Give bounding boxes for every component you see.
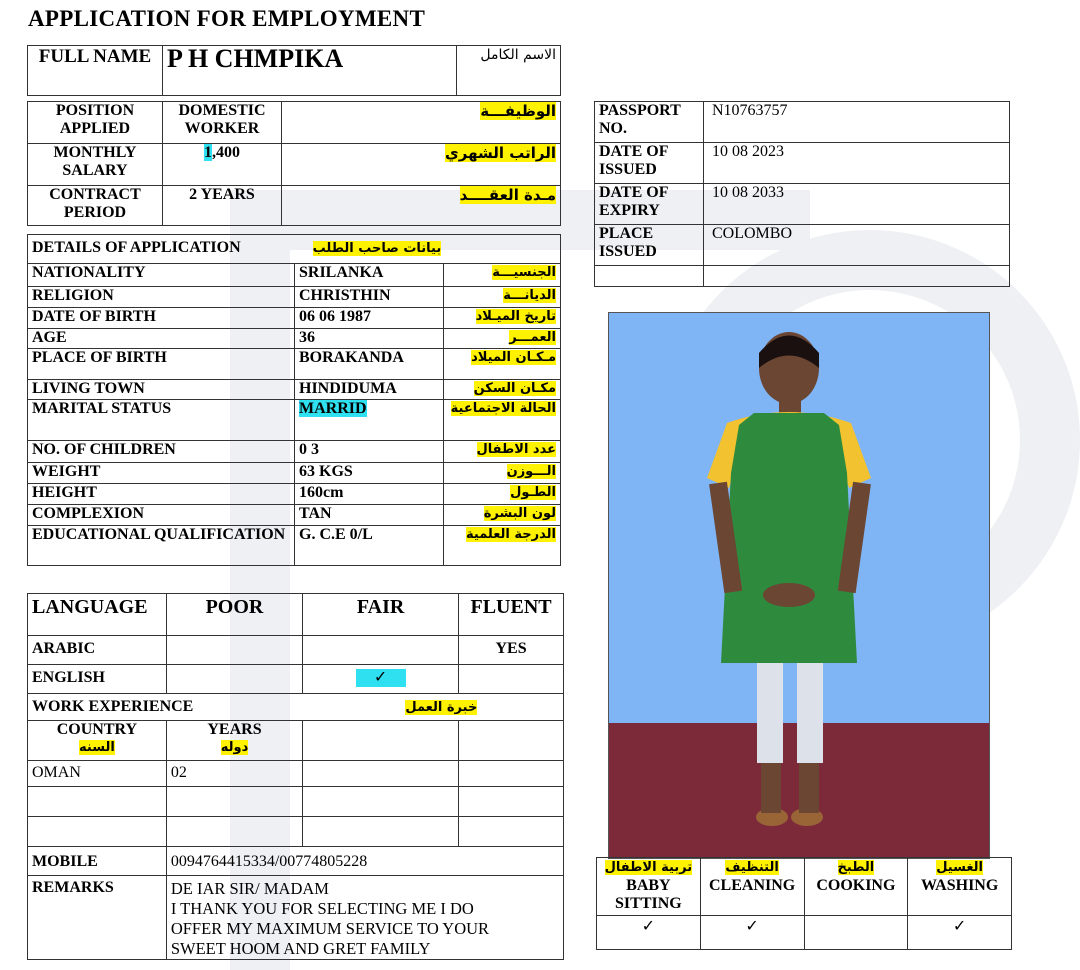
skills-table <box>596 857 1012 950</box>
experience-row <box>28 817 564 847</box>
empty-cell <box>303 761 459 787</box>
arabic-highlight: الدرجة العلمية <box>466 527 556 542</box>
skill-label: BABY SITTING <box>615 877 682 912</box>
experience-country: OMAN <box>28 761 167 787</box>
details-arabic <box>444 287 561 308</box>
details-header-text: DETAILS OF APPLICATION <box>32 239 241 256</box>
skill-cell <box>700 858 804 916</box>
remarks-value <box>166 876 563 960</box>
empty-cell <box>303 787 459 817</box>
skill-cell <box>804 858 908 916</box>
arabic-highlight: مكـان السكن <box>473 381 556 396</box>
remarks-line: OFFER MY MAXIMUM SERVICE TO YOUR <box>170 919 490 938</box>
skill-check <box>804 916 908 950</box>
details-arabic <box>444 526 561 566</box>
language-name: ENGLISH <box>28 665 167 694</box>
full-name-arabic: الاسم الكامل <box>457 46 561 96</box>
details-arabic <box>444 380 561 400</box>
details-value: TAN <box>295 505 444 526</box>
details-value: 0 3 <box>295 441 444 463</box>
country-years-header <box>28 721 564 761</box>
work-experience-text: WORK EXPERIENCE <box>32 698 194 715</box>
passport-empty-cell <box>704 266 1010 287</box>
experience-years <box>166 817 302 847</box>
arabic-highlight: الطـول <box>510 485 556 500</box>
details-arabic <box>444 349 561 380</box>
details-label: DATE OF BIRTH <box>28 308 295 329</box>
passport-row <box>595 102 1010 143</box>
details-value: G. C.E 0/L <box>295 526 444 566</box>
position-value <box>163 144 282 186</box>
position-row <box>28 144 561 186</box>
years-header-arabic: دوله <box>220 740 249 755</box>
language-header: LANGUAGE <box>28 594 167 636</box>
details-arabic <box>444 400 561 441</box>
arabic-highlight: مـدة العقــــد <box>459 186 556 204</box>
language-row <box>28 636 564 665</box>
details-row <box>28 463 561 484</box>
details-label: NO. OF CHILDREN <box>28 441 295 463</box>
arabic-highlight: مـكـان الميلاد <box>471 350 556 365</box>
details-row <box>28 526 561 566</box>
details-label: WEIGHT <box>28 463 295 484</box>
arabic-highlight: الراتب الشهري <box>445 144 556 162</box>
fair-check: ✓ <box>356 669 406 687</box>
details-row <box>28 400 561 441</box>
empty-cell <box>459 787 564 817</box>
arabic-highlight: العمـــر <box>509 330 556 345</box>
details-value: 36 <box>295 329 444 349</box>
passport-row <box>595 225 1010 266</box>
skill-cell <box>908 858 1012 916</box>
details-label: LIVING TOWN <box>28 380 295 400</box>
position-arabic <box>282 102 561 144</box>
work-experience-label <box>28 694 564 721</box>
details-row <box>28 349 561 380</box>
language-poor <box>166 636 302 665</box>
skill-arabic-wrap <box>705 858 800 877</box>
full-name-value: P H CHMPIKA <box>163 46 457 96</box>
passport-label: PLACE ISSUED <box>595 225 704 266</box>
remarks-line: I THANK YOU FOR SELECTING ME I DO <box>170 899 474 918</box>
empty-cell <box>459 817 564 847</box>
details-arabic <box>444 308 561 329</box>
salary-highlight: 1 <box>204 144 212 161</box>
details-value: 63 KGS <box>295 463 444 484</box>
details-row <box>28 308 561 329</box>
details-arabic <box>444 264 561 287</box>
details-arabic <box>444 505 561 526</box>
arabic-highlight: الجنسيـــة <box>492 265 556 280</box>
position-label: CONTRACT PERIOD <box>28 186 163 226</box>
language-header: FLUENT <box>459 594 564 636</box>
skill-arabic-wrap <box>809 858 904 877</box>
arabic-highlight: عدد الاطفال <box>476 442 556 457</box>
skill-arabic-wrap <box>601 858 696 877</box>
details-label: NATIONALITY <box>28 264 295 287</box>
details-row <box>28 441 561 463</box>
details-label: MARITAL STATUS <box>28 400 295 441</box>
experience-row <box>28 761 564 787</box>
details-value: SRILANKA <box>295 264 444 287</box>
passport-value: N10763757 <box>704 102 1010 143</box>
details-arabic <box>444 463 561 484</box>
position-value: 2 YEARS <box>163 186 282 226</box>
language-header: POOR <box>166 594 302 636</box>
details-label: HEIGHT <box>28 484 295 505</box>
arabic-highlight: الديانـــة <box>503 288 556 303</box>
language-fluent <box>459 665 564 694</box>
remarks-row <box>28 876 564 960</box>
applicant-photo <box>608 312 990 859</box>
language-fluent: YES <box>459 636 564 665</box>
skill-arabic-wrap <box>912 858 1007 877</box>
details-value: HINDIDUMA <box>295 380 444 400</box>
skills-check-row <box>597 916 1012 950</box>
passport-value: 10 08 2033 <box>704 184 1010 225</box>
mobile-value: 0094764415334/00774805228 <box>166 847 563 876</box>
position-label: POSITION APPLIED <box>28 102 163 144</box>
details-value: 06 06 1987 <box>295 308 444 329</box>
details-value: CHRISTHIN <box>295 287 444 308</box>
page-title: APPLICATION FOR EMPLOYMENT <box>28 6 426 31</box>
salary-rest: ,400 <box>212 144 240 161</box>
details-arabic <box>444 329 561 349</box>
arabic-highlight: الوظيفـــة <box>480 102 556 120</box>
remarks-label: REMARKS <box>28 876 167 960</box>
skill-check: ✓ <box>597 916 701 950</box>
skill-arabic: تربية الاطفال <box>604 860 693 875</box>
full-name-table <box>27 45 561 96</box>
details-value <box>295 400 444 441</box>
details-row <box>28 264 561 287</box>
passport-row <box>595 184 1010 225</box>
country-header <box>28 721 167 761</box>
empty-cell <box>303 817 459 847</box>
details-header <box>28 235 561 264</box>
passport-value: 10 08 2023 <box>704 143 1010 184</box>
arabic-highlight: الحالة الاجتماعية <box>450 401 556 416</box>
passport-table <box>594 101 1010 287</box>
marital-highlight: MARRID <box>299 400 367 417</box>
position-table <box>27 101 561 226</box>
experience-row <box>28 787 564 817</box>
arabic-highlight: لون البشرة <box>483 506 556 521</box>
details-arabic <box>444 484 561 505</box>
work-experience-row <box>28 694 564 721</box>
skills-header-row <box>597 858 1012 916</box>
arabic-highlight: الـــوزن <box>506 464 556 479</box>
language-table <box>27 593 564 960</box>
experience-years <box>166 787 302 817</box>
details-label: RELIGION <box>28 287 295 308</box>
arabic-highlight: تاريخ الميـلاد <box>475 309 556 324</box>
person-figure <box>609 313 989 858</box>
details-row <box>28 380 561 400</box>
passport-row <box>595 143 1010 184</box>
details-table <box>27 234 561 566</box>
details-header-row <box>28 235 561 264</box>
details-label: COMPLEXION <box>28 505 295 526</box>
skill-check: ✓ <box>908 916 1012 950</box>
position-arabic <box>282 144 561 186</box>
position-row <box>28 186 561 226</box>
remarks-line: SWEET HOOM AND GRET FAMILY <box>170 939 431 958</box>
empty-cell <box>459 721 564 761</box>
full-name-label: FULL NAME <box>28 46 163 96</box>
skill-arabic: التنظيف <box>725 860 779 875</box>
position-value: DOMESTIC WORKER <box>163 102 282 144</box>
passport-label: DATE OF ISSUED <box>595 143 704 184</box>
mobile-row <box>28 847 564 876</box>
details-arabic <box>444 441 561 463</box>
mobile-label: MOBILE <box>28 847 167 876</box>
language-row <box>28 665 564 694</box>
details-label: PLACE OF BIRTH <box>28 349 295 380</box>
details-row <box>28 505 561 526</box>
language-poor <box>166 665 302 694</box>
position-label: MONTHLY SALARY <box>28 144 163 186</box>
remarks-line: DE IAR SIR/ MADAM <box>170 879 329 898</box>
passport-empty-cell <box>595 266 704 287</box>
experience-country <box>28 817 167 847</box>
details-row <box>28 287 561 308</box>
skill-label: COOKING <box>816 877 896 894</box>
language-name: ARABIC <box>28 636 167 665</box>
skill-cell <box>597 858 701 916</box>
skill-arabic: الطبخ <box>837 860 875 875</box>
skill-arabic: الغسيل <box>936 860 984 875</box>
empty-cell <box>303 721 459 761</box>
details-label: EDUCATIONAL QUALIFICATION <box>28 526 295 566</box>
years-header <box>166 721 302 761</box>
position-row <box>28 102 561 144</box>
details-label: AGE <box>28 329 295 349</box>
language-header-row <box>28 594 564 636</box>
empty-cell <box>459 761 564 787</box>
details-header-arabic: بيانات صاحب الطلب <box>312 241 442 256</box>
passport-value: COLOMBO <box>704 225 1010 266</box>
passport-label: PASSPORT NO. <box>595 102 704 143</box>
details-row <box>28 484 561 505</box>
details-row <box>28 329 561 349</box>
skill-check: ✓ <box>700 916 804 950</box>
country-header-arabic: السنه <box>79 740 115 755</box>
work-experience-arabic: خبرة العمل <box>405 700 478 715</box>
passport-empty-row <box>595 266 1010 287</box>
years-header-text: YEARS <box>207 721 262 738</box>
skill-label: WASHING <box>920 877 999 894</box>
passport-label: DATE OF EXPIRY <box>595 184 704 225</box>
position-arabic <box>282 186 561 226</box>
language-fair <box>303 665 459 694</box>
skill-label: CLEANING <box>709 877 796 894</box>
experience-country <box>28 787 167 817</box>
details-value: BORAKANDA <box>295 349 444 380</box>
language-header: FAIR <box>303 594 459 636</box>
language-fair <box>303 636 459 665</box>
details-value: 160cm <box>295 484 444 505</box>
experience-years: 02 <box>166 761 302 787</box>
country-header-text: COUNTRY <box>56 721 138 738</box>
